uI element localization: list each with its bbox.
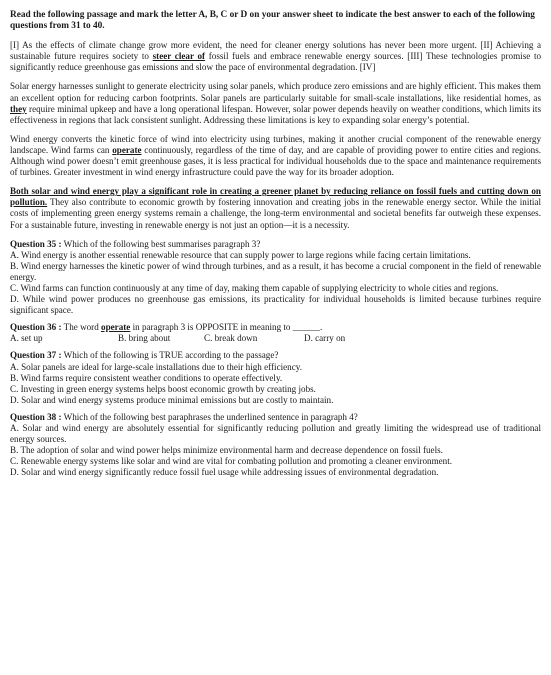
p2-text-after: require minimal upkeep and have a long operational lifespan. However, solar power depends heavily on weather conditions, which limits its effectiveness in regions that lack consistent sunlight. Addressing these limitations is key to expanding solar energy’s potential. [10, 103, 541, 125]
q36-stem-word: operate [101, 322, 131, 333]
q37-stem [10, 350, 541, 361]
q36-option-a: A. set up [10, 333, 43, 344]
q35-option-a: A. Wind energy is another essential renewable resource that can supply power to large regions while facing certain limitations. [10, 249, 471, 260]
q35-option-d: D. While wind power produces no greenhouse gas emissions, its practicality for individual households is limited because turbines require significant space. [10, 294, 541, 316]
question-38 [10, 412, 541, 479]
instructions: Read the following passage and mark the letter A, B, C or D on your answer sheet to indicate the best answer to each of the following questions from 31 to 40. [10, 10, 535, 32]
q37-option-d: D. Solar and wind energy systems produce minimal emissions but are costly to maintain. [10, 394, 334, 405]
q35-option-b: B. Wind energy harnesses the kinetic power of wind through turbines, and as a result, it has become a crucial component in the field of renewable energy. [10, 260, 541, 282]
q36-options-row [10, 333, 541, 344]
q36-option-d: D. carry on [304, 333, 346, 344]
p3-text-after: continuously, regardless of the time of day, and are capable of providing power to entire cities and regions. Although wind power doesn’t emit greenhouse gases, it is less practical for individual households due to the space and maintenance requirements of turbines. Greater investment in wind energy infrastructure could pave the way for its broader adoption. [10, 144, 541, 178]
p3-underlined-word: operate [112, 144, 142, 155]
paragraph-2 [10, 81, 541, 125]
q36-stem-after: in paragraph 3 is OPPOSITE in meaning to ______. [130, 322, 323, 333]
q37-option-a: A. Solar panels are ideal for large-scale installations due to their high efficiency. [10, 361, 302, 372]
paragraph-1 [10, 40, 541, 73]
q37-option-b: B. Wind farms require consistent weather conditions to operate effectively. [10, 372, 283, 383]
q38-option-a: A. Solar and wind energy are absolutely essential for significantly reducing pollution and greatly limiting the widespread use of traditional energy sources. [10, 423, 541, 445]
paragraph-4 [10, 186, 541, 230]
q35-option-c: C. Wind farms can function continuously at any time of day, making them capable of supplying electricity to whole cities and regions. [10, 282, 499, 293]
q37-label: Question 37 : [10, 350, 62, 361]
question-36 [10, 322, 541, 344]
p1-text-after: fossil fuels and embrace renewable energy sources. [III] These technologies promise to significantly reduce greenhouse gas emissions and slow the pace of environmental degradation. [IV] [10, 51, 542, 73]
p2-text-before: Solar energy harnesses sunlight to generate electricity using solar panels, which produce zero emissions and are highly efficient. This makes them an excellent option for reducing carbon footprints. Solar panels are particularly suitable for small-scale installations, like residential homes, as [10, 81, 541, 103]
q36-stem-before: The word [61, 322, 102, 333]
q38-stem-text: Which of the following best paraphrases the underlined sentence in paragraph 4? [61, 411, 358, 422]
q37-option-c: C. Investing in green energy systems helps boost economic growth by creating jobs. [10, 383, 316, 394]
question-37 [10, 350, 541, 405]
q36-option-b: B. bring about [118, 333, 171, 344]
q35-label: Question 35 : [10, 238, 62, 249]
question-35 [10, 239, 541, 317]
q38-option-c: C. Renewable energy systems like solar and wind are vital for combating pollution and promoting a cleaner environment. [10, 456, 453, 467]
q38-option-d: D. Solar and wind energy significantly reduce fossil fuel usage while addressing issues of environmental degradation. [10, 467, 439, 478]
q38-option-b: B. The adoption of solar and wind power helps minimize environmental harm and decrease dependence on fossil fuels. [10, 445, 443, 456]
p3-text-before: Wind energy converts the kinetic force of wind into electricity using turbines, making it another crucial component of the renewable energy landscape. Wind farms can [10, 133, 541, 155]
q35-stem-text: Which of the following best summarises paragraph 3? [61, 238, 261, 249]
p1-underlined-phrase: steer clear of [152, 51, 206, 62]
p1-text-before: [I] As the effects of climate change grow more evident, the need for cleaner energy solutions has never been more urgent. [II] Achieving a sustainable future requires society to [10, 40, 541, 62]
q38-stem [10, 412, 541, 423]
paragraph-3 [10, 134, 541, 178]
q36-label: Question 36 : [10, 322, 62, 333]
p2-underlined-word: they [10, 103, 27, 114]
q36-stem [10, 322, 541, 333]
q38-label: Question 38 : [10, 411, 62, 422]
q36-option-c: C. break down [204, 333, 258, 344]
q35-stem [10, 239, 541, 250]
p4-underlined-sentence: Both solar and wind energy play a significant role in creating a greener planet by reducing reliance on fossil fuels and cutting down on pollution. [10, 186, 541, 208]
p4-text-after: They also contribute to economic growth by fostering innovation and creating jobs in the renewable energy sector. While the initial costs of implementing green energy systems remain a challenge, the long-term environmental and societal benefits far outweigh these expenses. For a sustainable future, investing in renewable energy is not just an option—it is a necessity. [10, 197, 541, 230]
q37-stem-text: Which of the following is TRUE according to the passage? [61, 350, 279, 361]
